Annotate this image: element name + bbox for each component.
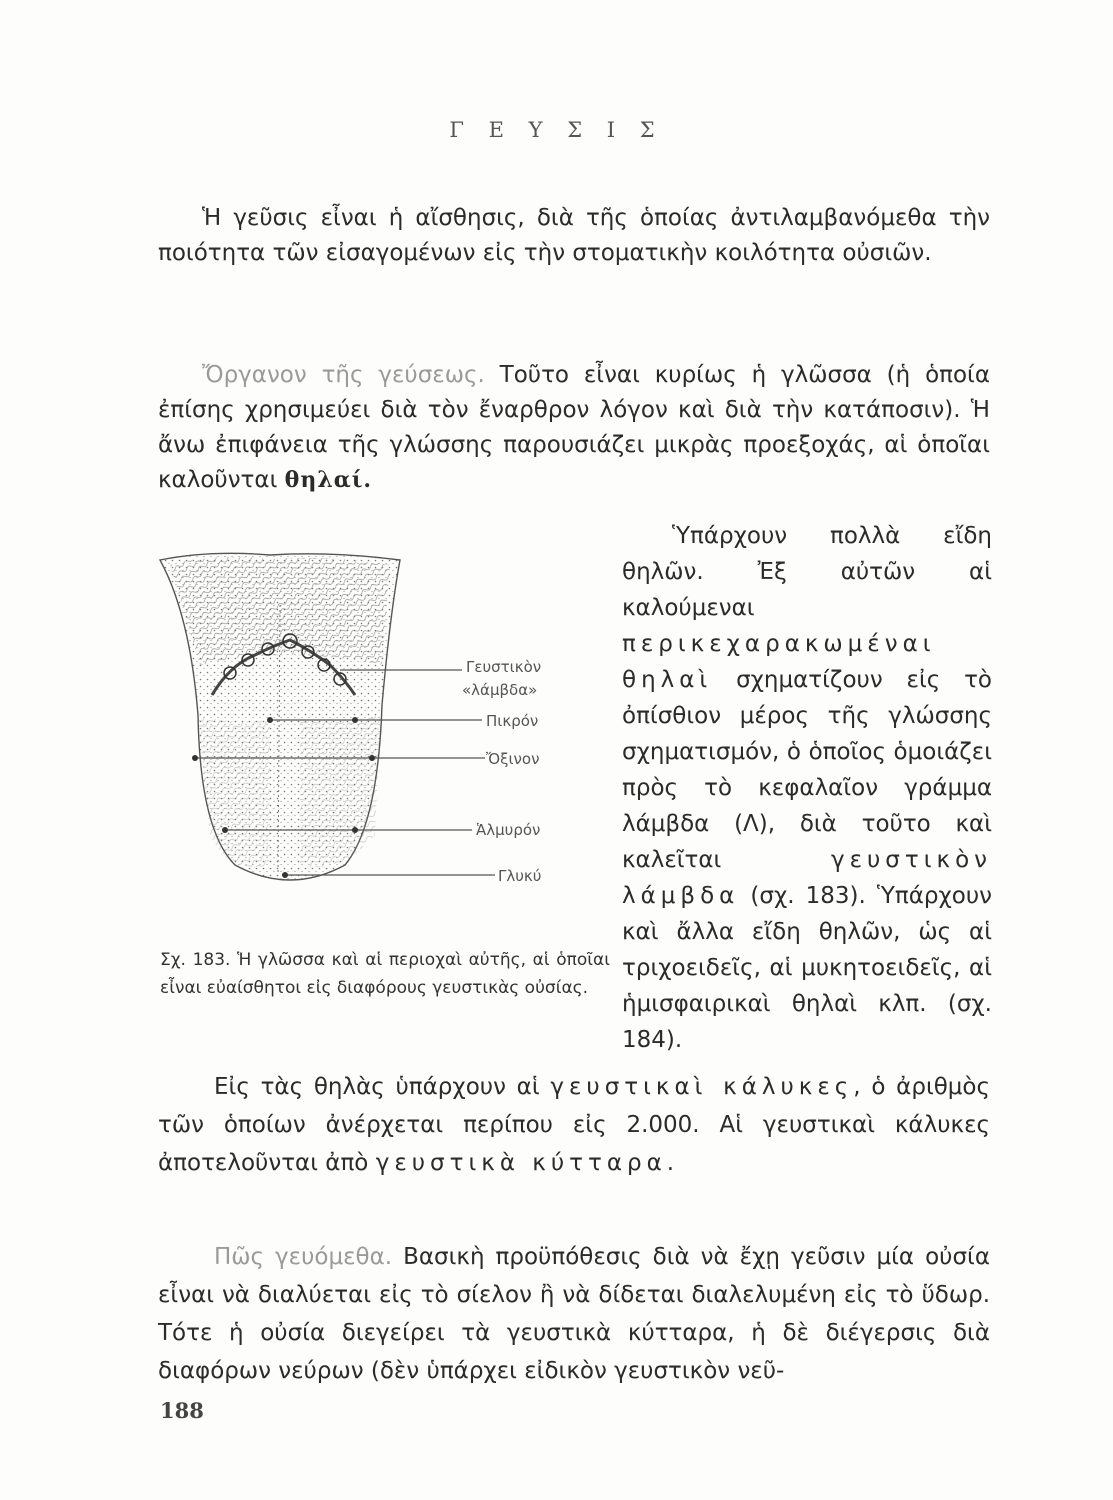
papillae-term-2: γευστικὸν λάμβδα xyxy=(622,847,992,909)
tongue-figure xyxy=(150,545,590,930)
howtaste-text: Βασικὴ προϋπόθεσις διὰ νὰ ἔχῃ γεῦσιν μία οὐσία εἶναι νὰ διαλύεται εἰς τὸ σίελον ἢ νὰ δίδεται διαλελυμένη εἰς τὸ ὕδωρ. Τότε ἡ οὐσία διεγείρει τὰ γευστικὰ κύτταρα, ἡ δὲ διέγερσις διὰ διαφόρων νεύρων (δὲν ὑπάρχει εἰδικὸν γευστικὸν νεῦ- xyxy=(158,1244,990,1384)
papillae-text-3: (σχ. 183). Ὑπάρχουν καὶ ἄλλα εἴδη θηλῶν, ὡς αἱ τριχοειδεῖς, αἱ μυκητοειδεῖς, αἱ ἡμισφαιρικαὶ θηλαὶ κλπ. (σχ. 184). xyxy=(622,883,992,1053)
organ-text: Τοῦτο εἶναι κυρίως ἡ γλῶσσα (ἡ ὁποία ἐπίσης χρησιμεύει διὰ τὸν ἔναρθρον λόγον καὶ διὰ τὴν κατάποσιν). Ἡ ἄνω ἐπιφάνεια τῆς γλώσσης παρουσιάζει μικρὰς προεξοχάς, αἱ ὁποῖαι καλοῦνται xyxy=(158,362,990,493)
chapter-title: Γ Ε Υ Σ Ι Σ xyxy=(449,118,664,142)
label-salty: Ἁλμυρόν xyxy=(476,821,541,839)
figure-caption: Σχ. 183. Ἡ γλῶσσα καὶ αἱ περιοχαὶ αὐτῆς, αἱ ὁποῖαι εἶναι εὐαίσθητοι εἰς διαφόρους γευστικὰς οὐσίας. xyxy=(160,950,610,998)
howtaste-heading: Πῶς γευόμεθα. xyxy=(214,1244,393,1270)
organ-paragraph xyxy=(158,358,990,498)
buds-term-2: γευστικὰ κύτταρα xyxy=(375,1150,667,1176)
buds-text-1: Εἰς τὰς θηλὰς ὑπάρχουν αἱ xyxy=(214,1074,551,1100)
buds-text-3: . xyxy=(666,1150,675,1176)
papillae-text-1: Ὑπάρχουν πολλὰ εἴδη θηλῶν. Ἐξ αὐτῶν αἱ καλούμεναι xyxy=(622,523,992,621)
label-sour: Ὄξινον xyxy=(486,750,540,768)
label-sweet: Γλυκύ xyxy=(498,867,542,885)
papillae-paragraph xyxy=(622,518,992,1058)
intro-text: Ἡ γεῦσις εἶναι ἡ αἴσθησις, διὰ τῆς ὁποίας ἀντιλαμβανόμεθα τὴν ποιότητα τῶν εἰσαγομένων εἰς τὴν στοματικὴν κοιλότητα οὐσιῶν. xyxy=(158,205,990,266)
label-bitter: Πικρόν xyxy=(486,712,539,730)
buds-term-1: γευστικαὶ κάλυκες xyxy=(550,1074,854,1100)
label-lambda-1: Γευστικὸν xyxy=(466,658,542,676)
papillae-text-2: σχηματίζουν εἰς τὸ ὀπίσθιον μέρος τῆς γλώσσης σχηματισμόν, ὁ ὁποῖος ὁμοιάζει πρὸς τὸ κεφαλαῖον γράμμα λάμβδα (Λ), διὰ τοῦτο καὶ καλεῖται xyxy=(622,667,992,873)
intro-paragraph xyxy=(158,201,990,271)
buds-paragraph xyxy=(158,1068,990,1182)
label-lambda-2: «λάμβδα» xyxy=(462,681,538,699)
howtaste-paragraph xyxy=(158,1238,990,1390)
buds-text-2: , ὁ ἀριθμὸς τῶν ὁποίων ἀνέρχεται περίπου εἰς 2.000. Αἱ γευστικαὶ κάλυκες ἀποτελοῦνται ἀπὸ xyxy=(158,1074,990,1176)
papillae-term-1: περικεχαρακωμέναι θηλαὶ xyxy=(622,631,936,693)
organ-heading: Ὄργανον τῆς γεύσεως. xyxy=(202,362,485,388)
organ-term: θηλαί. xyxy=(284,467,373,493)
page-number: 188 xyxy=(160,1398,204,1423)
